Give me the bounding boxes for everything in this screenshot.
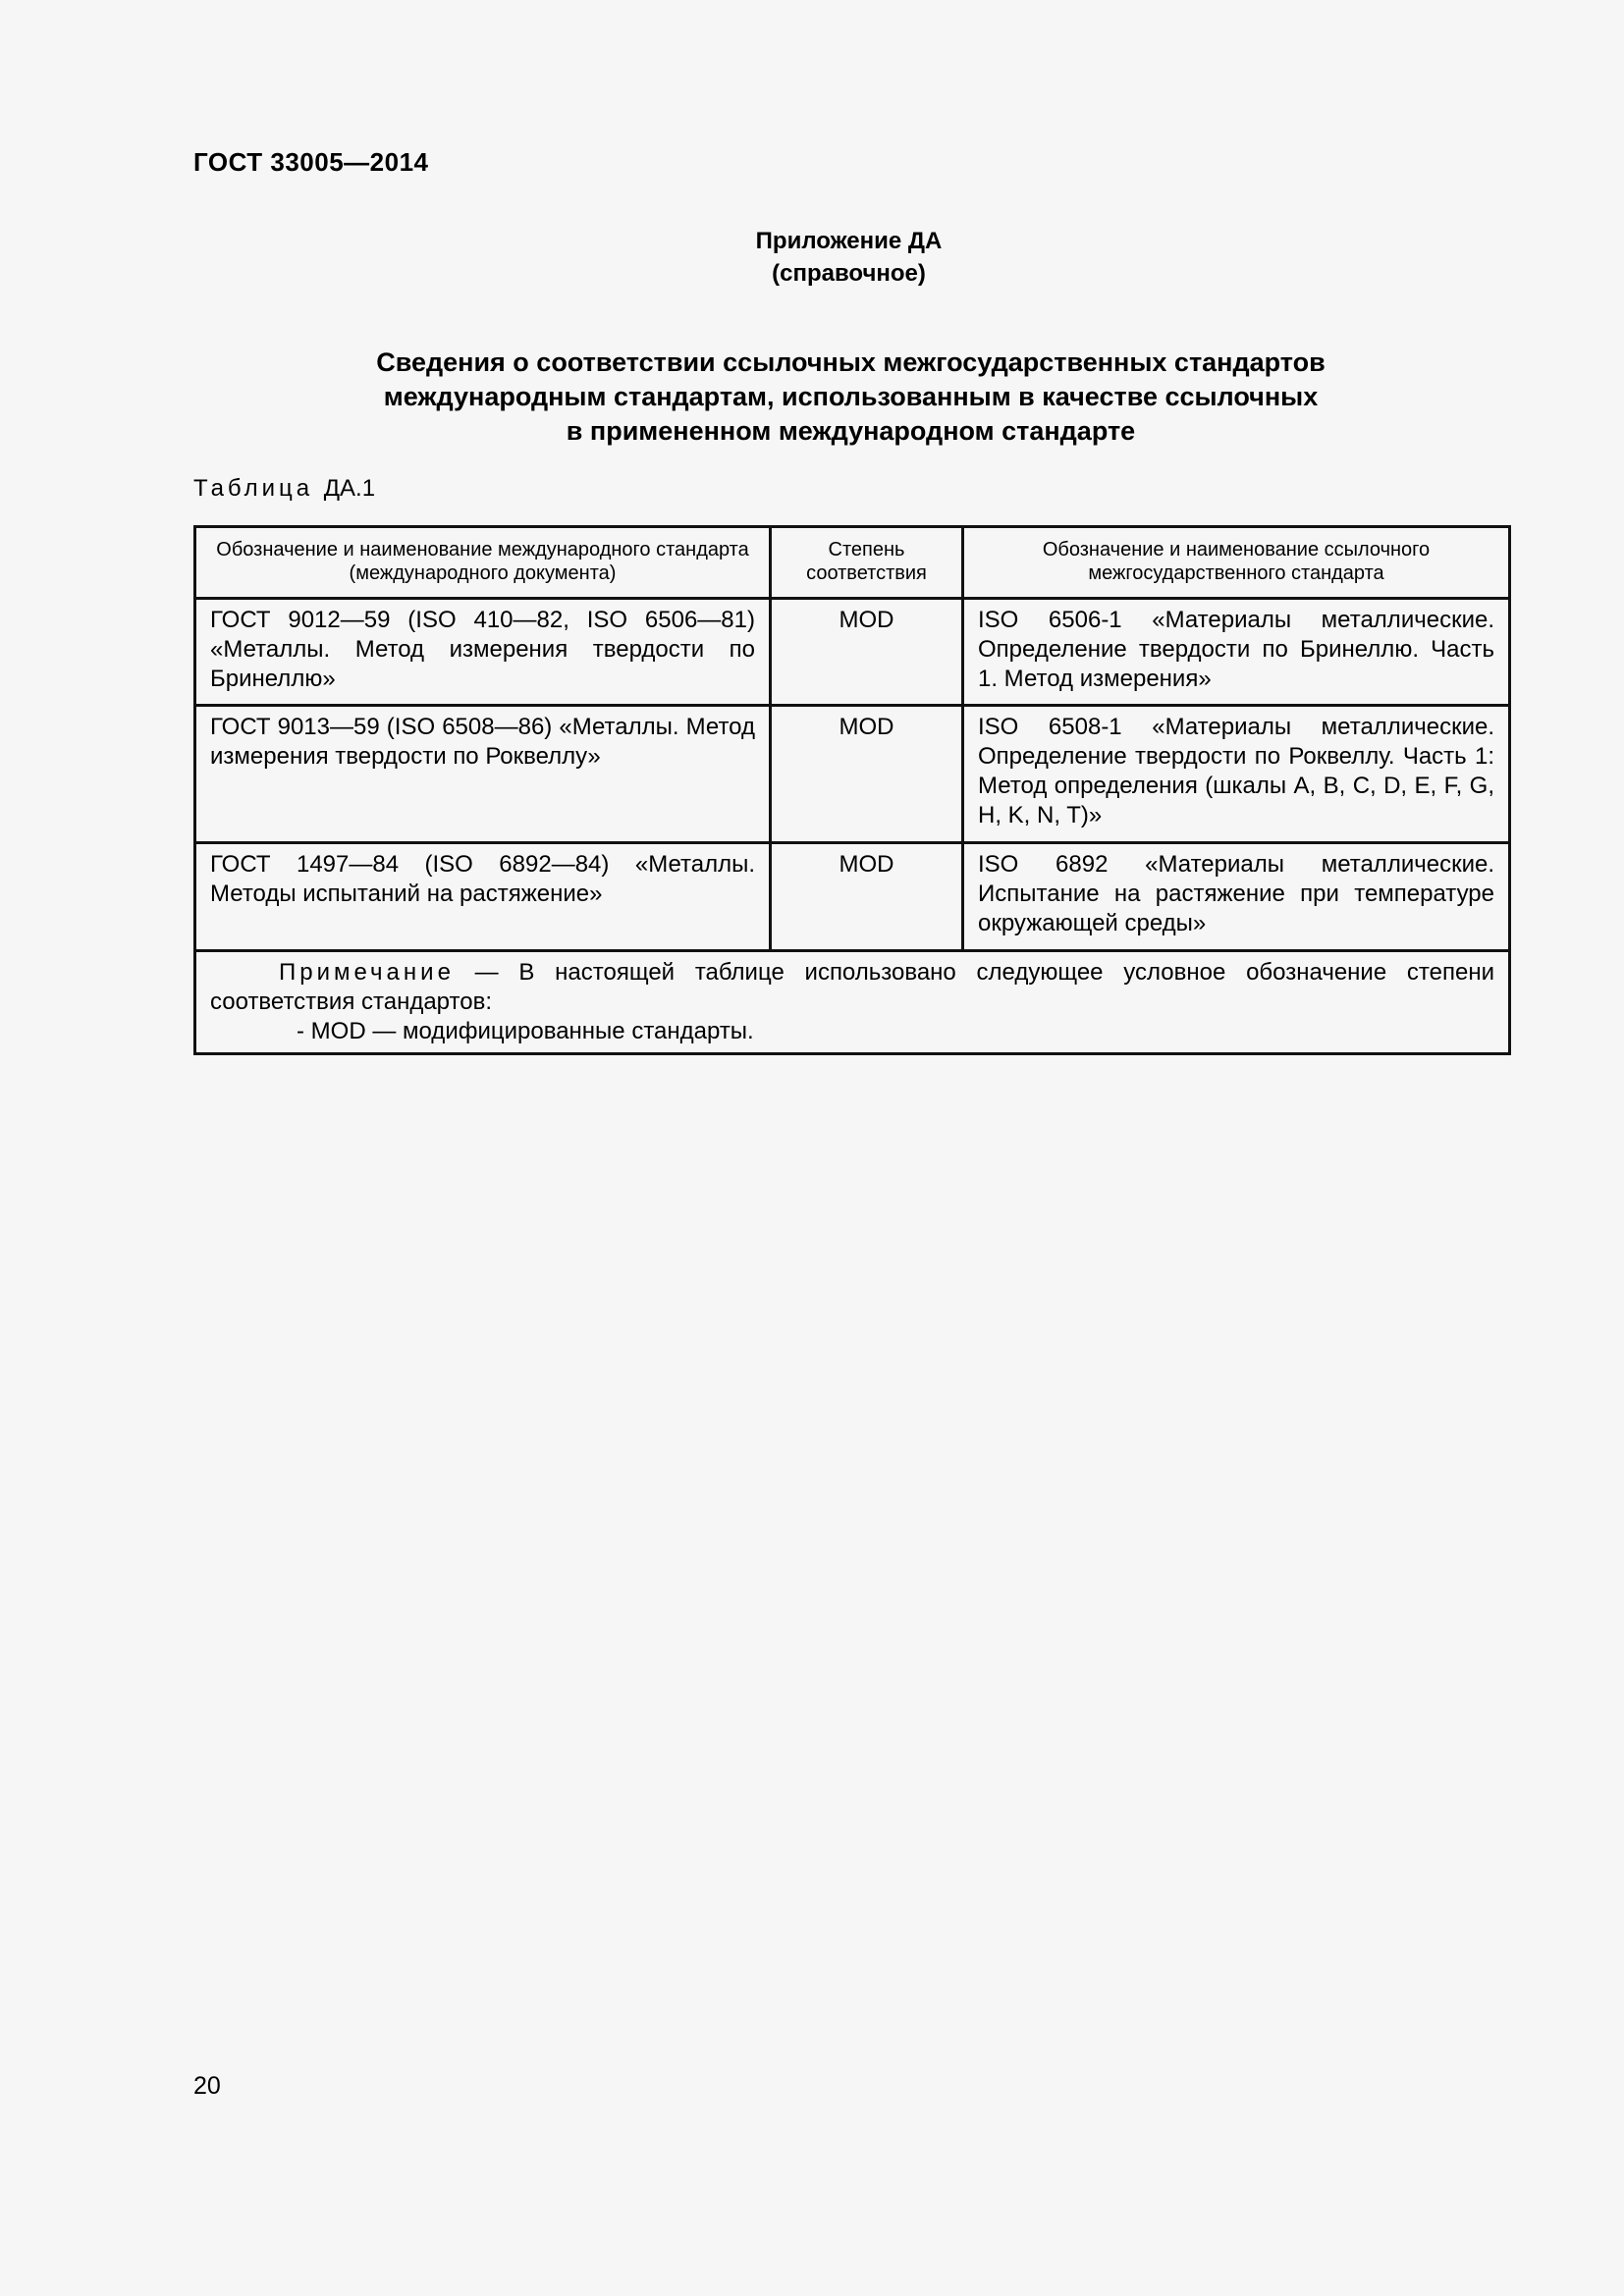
- cell-international: ГОСТ 9013—59 (ISO 6508—86) «Металлы. Метод измерения твердости по Роквеллу»: [195, 706, 771, 843]
- document-code: ГОСТ 33005—2014: [193, 147, 429, 177]
- column-header-degree: Степень соответствия: [771, 527, 963, 599]
- note-text: — В настоящей таблице использовано следующее условное обозначение степени соответствия стандартов:: [210, 959, 1494, 1015]
- table-caption-label: Таблица: [193, 475, 314, 502]
- table-note-row: [195, 951, 1510, 1054]
- appendix-heading: [0, 225, 1624, 290]
- table-row: [195, 599, 1510, 706]
- note-label: Примечание: [279, 959, 455, 986]
- section-title-line-2: международным стандартам, использованным в качестве ссылочных: [383, 382, 1319, 411]
- cell-interstate: ISO 6506-1 «Материалы металлические. Определение твердости по Бринеллю. Часть 1. Метод измерения»: [963, 599, 1510, 706]
- section-title-line-3: в примененном международном стандарте: [566, 416, 1136, 446]
- cell-international: ГОСТ 1497—84 (ISO 6892—84) «Металлы. Методы испытаний на растяжение»: [195, 843, 771, 951]
- column-header-international: Обозначение и наименование международного стандарта (международного документа): [195, 527, 771, 599]
- page-number: 20: [193, 2072, 221, 2100]
- table-note: [195, 951, 1510, 1054]
- cell-degree: MOD: [771, 599, 963, 706]
- table-row: [195, 706, 1510, 843]
- table-row: [195, 843, 1510, 951]
- table-caption: [193, 475, 375, 503]
- appendix-title: Приложение ДА: [755, 228, 943, 254]
- cell-degree: MOD: [771, 843, 963, 951]
- cell-international: ГОСТ 9012—59 (ISO 410—82, ISO 6506—81) «Металлы. Метод измерения твердости по Бринеллю»: [195, 599, 771, 706]
- note-item: - MOD — модифицированные стандарты.: [297, 1018, 754, 1044]
- section-title: [193, 346, 1508, 449]
- column-header-interstate: Обозначение и наименование ссылочного межгосударственного стандарта: [963, 527, 1510, 599]
- cell-interstate: ISO 6892 «Материалы металлические. Испытание на растяжение при температуре окружающей среды»: [963, 843, 1510, 951]
- table-caption-number: ДА.1: [323, 475, 376, 502]
- cell-interstate: ISO 6508-1 «Материалы металлические. Определение твердости по Роквеллу. Часть 1: Метод определения (шкалы A, B, C, D, E, F, G, H, K, N, T)»: [963, 706, 1510, 843]
- standards-table: [193, 525, 1511, 1055]
- appendix-subtitle: (справочное): [772, 260, 926, 287]
- cell-degree: MOD: [771, 706, 963, 843]
- section-title-line-1: Сведения о соответствии ссылочных межгосударственных стандартов: [376, 347, 1326, 377]
- note-paragraph: [210, 958, 1494, 1017]
- table-header-row: [195, 527, 1510, 599]
